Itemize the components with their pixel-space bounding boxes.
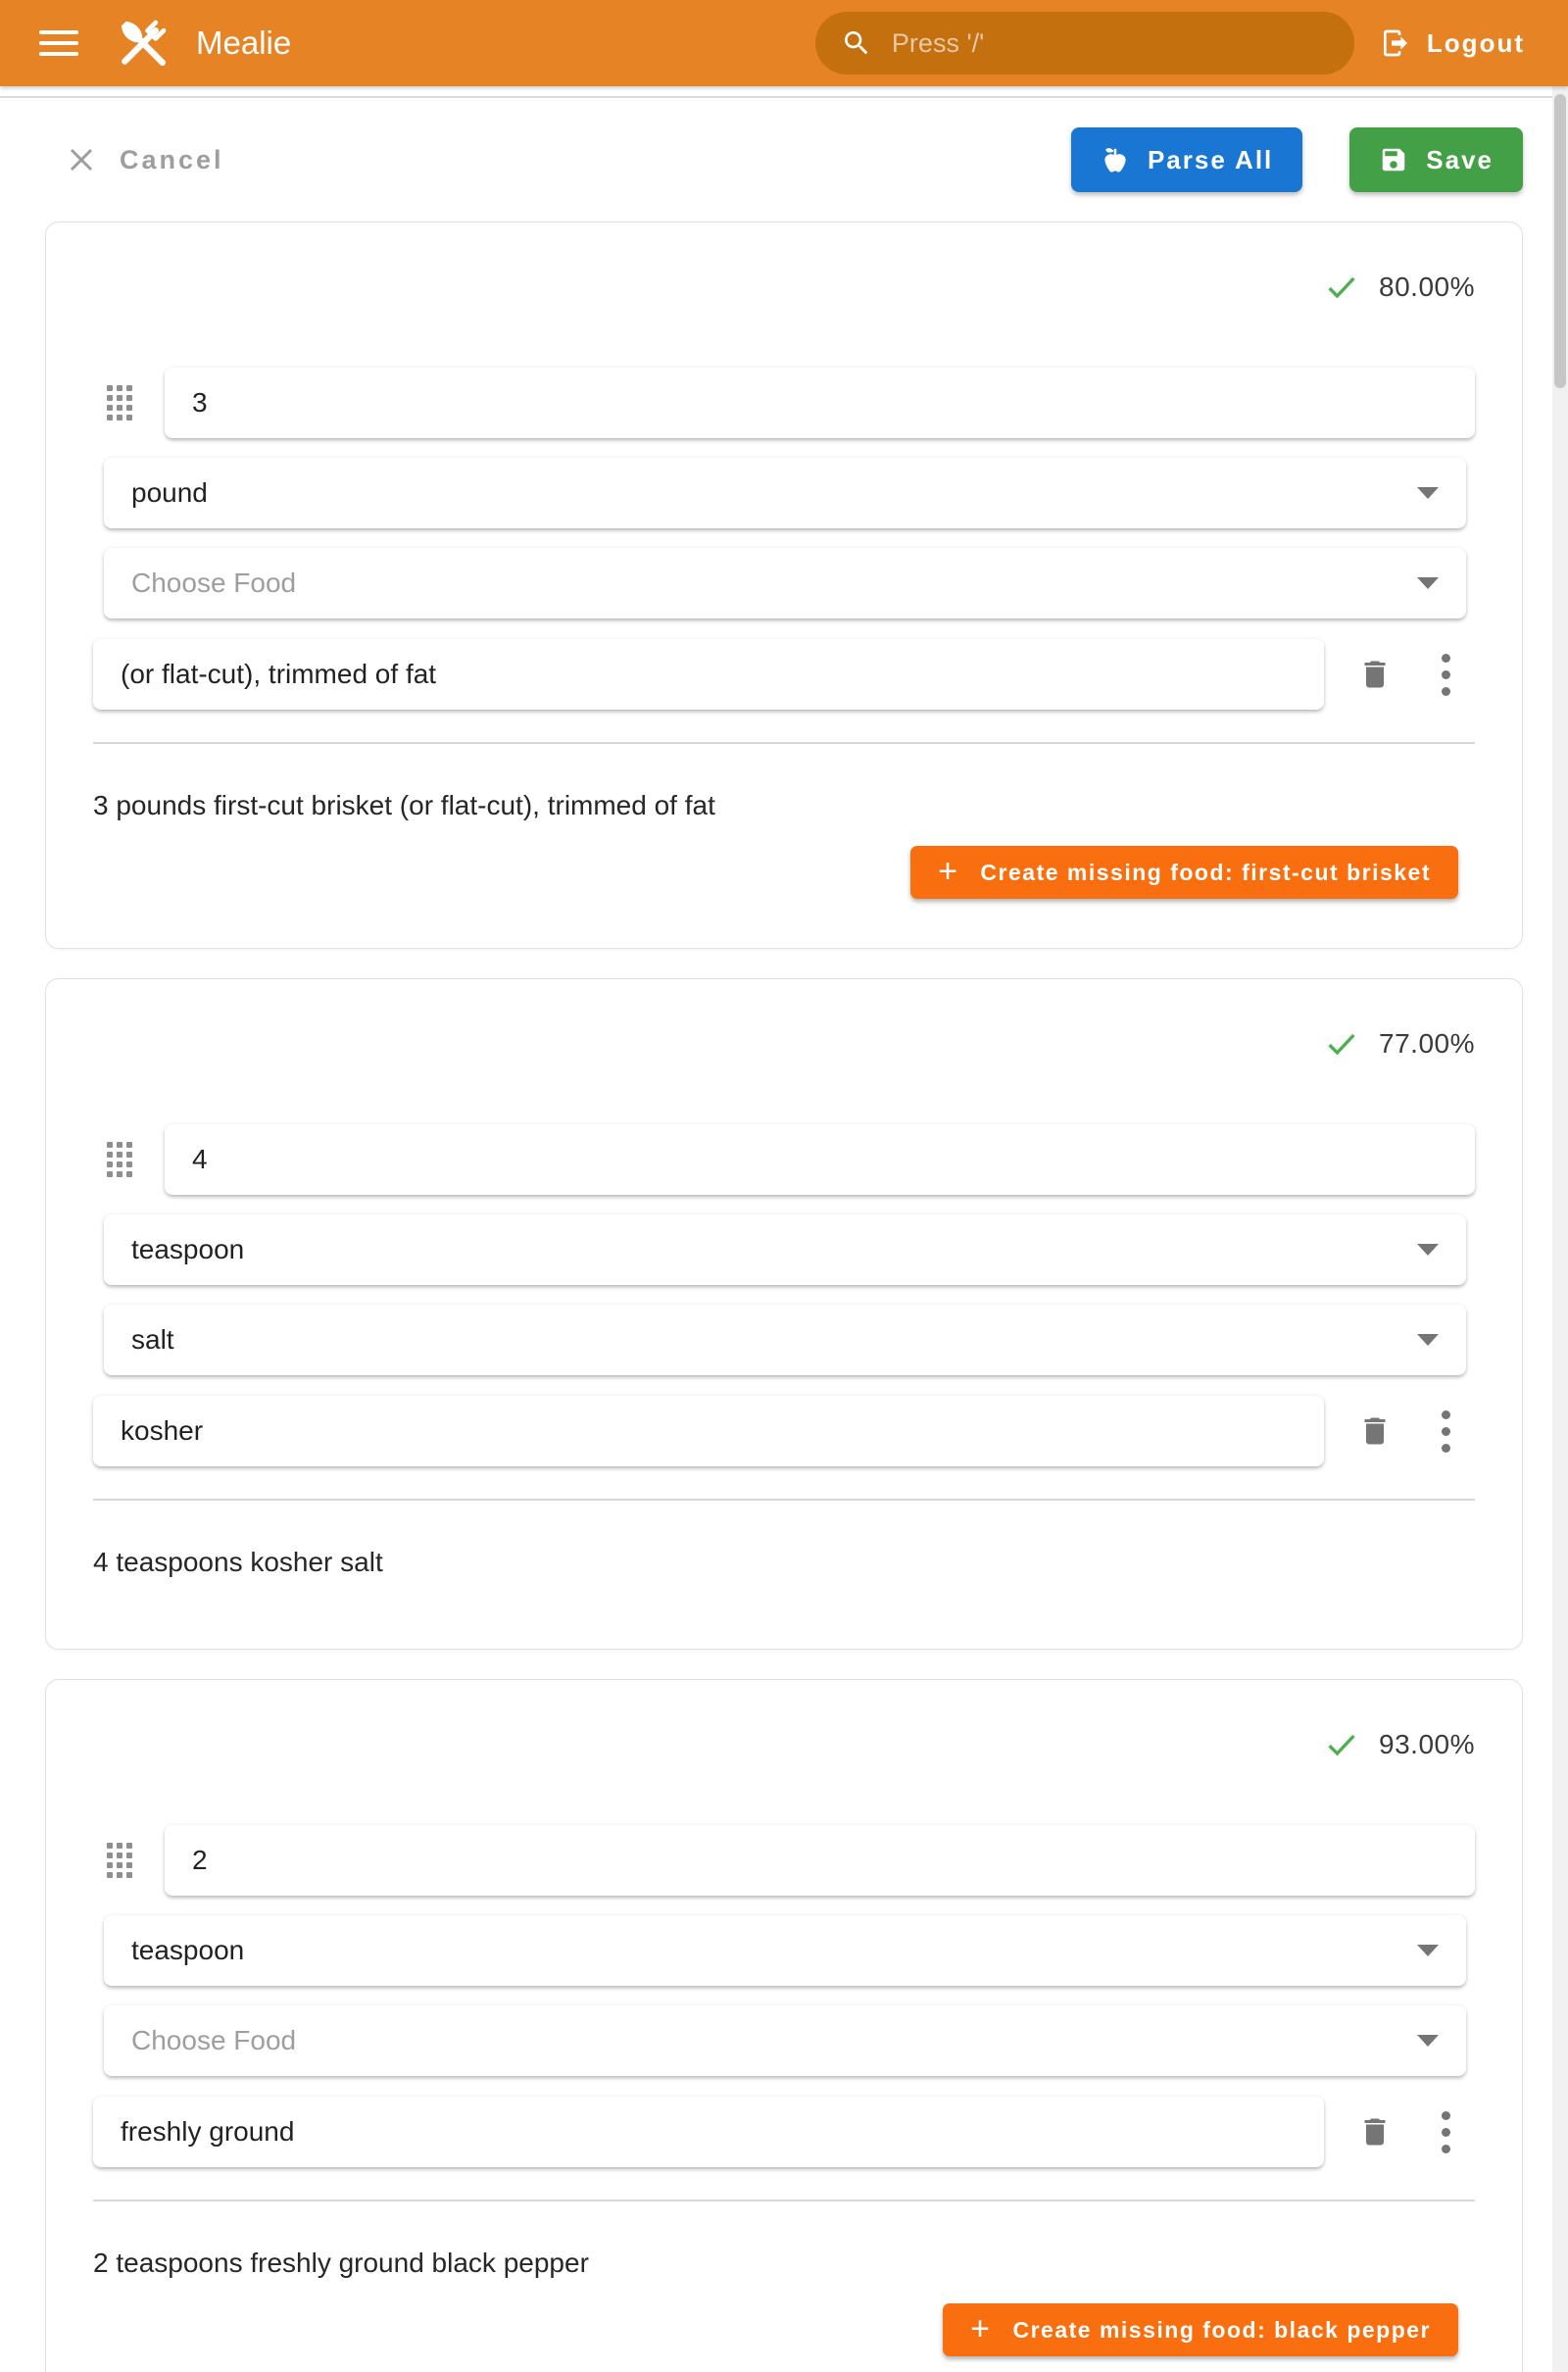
unit-select[interactable]: [104, 1214, 1466, 1285]
note-input[interactable]: [93, 639, 1324, 710]
delete-ingredient-button[interactable]: [1351, 1408, 1398, 1455]
chevron-down-icon: [1417, 1244, 1439, 1256]
quantity-input[interactable]: [165, 1825, 1475, 1896]
unit-value: teaspoon: [131, 1234, 245, 1264]
quantity-input[interactable]: [165, 1124, 1475, 1195]
save-label: Save: [1426, 144, 1494, 174]
food-placeholder: Choose Food: [131, 568, 297, 598]
food-select[interactable]: [104, 548, 1466, 618]
confidence-value: 77.00%: [1379, 1028, 1475, 1059]
more-options-button[interactable]: [1422, 1408, 1469, 1455]
unit-select[interactable]: [104, 1915, 1466, 1986]
parse-all-label: Parse All: [1147, 144, 1274, 174]
app-title: Mealie: [196, 25, 292, 61]
create-missing-food-button[interactable]: [910, 846, 1458, 899]
food-placeholder: Choose Food: [131, 2025, 297, 2055]
ingredient-card: [45, 1679, 1523, 2372]
quantity-input[interactable]: [165, 368, 1475, 438]
kebab-menu-icon: [1442, 654, 1450, 696]
chevron-down-icon: [1417, 1945, 1439, 1956]
food-select[interactable]: [104, 2005, 1466, 2076]
plus-icon: +: [970, 2309, 992, 2347]
original-ingredient-text: 2 teaspoons freshly ground black pepper: [93, 2248, 589, 2278]
note-input[interactable]: [93, 2097, 1324, 2167]
search-placeholder: Press '/': [891, 27, 985, 58]
parse-all-button[interactable]: [1071, 127, 1302, 192]
confidence-row: [93, 270, 1475, 305]
drag-handle-icon[interactable]: [107, 385, 132, 420]
check-icon: [1324, 270, 1359, 305]
kebab-menu-icon: [1442, 2111, 1450, 2153]
scrollbar[interactable]: [1552, 86, 1568, 2372]
ingredient-parser-page: [0, 127, 1568, 2372]
trash-icon: [1357, 1413, 1393, 1449]
parser-toolbar: [45, 127, 1523, 192]
cancel-button[interactable]: [67, 145, 224, 175]
chevron-down-icon: [1417, 577, 1439, 589]
unit-select[interactable]: [104, 458, 1466, 528]
header-divider: [0, 86, 1568, 98]
chevron-down-icon: [1417, 487, 1439, 499]
create-missing-food-label: Create missing food: first-cut brisket: [980, 859, 1431, 885]
mealie-logo-icon: [116, 16, 171, 71]
ingredient-card: [45, 222, 1523, 949]
save-button[interactable]: [1349, 127, 1523, 192]
unit-value: teaspoon: [131, 1935, 245, 1965]
cancel-label: Cancel: [120, 144, 224, 174]
apple-icon: [1101, 145, 1130, 174]
create-missing-food-button[interactable]: [943, 2303, 1458, 2356]
trash-icon: [1357, 2114, 1393, 2150]
app-bar: [0, 0, 1568, 86]
more-options-button[interactable]: [1422, 2108, 1469, 2155]
card-divider: [93, 742, 1475, 744]
card-divider: [93, 1499, 1475, 1501]
plus-icon: +: [938, 852, 959, 890]
food-select[interactable]: [104, 1305, 1466, 1375]
create-missing-food-label: Create missing food: black pepper: [1012, 2316, 1431, 2343]
confidence-row: [93, 1727, 1475, 1762]
drag-handle-icon[interactable]: [107, 1843, 132, 1878]
card-divider: [93, 2199, 1475, 2201]
confidence-row: [93, 1026, 1475, 1062]
original-ingredient-text: 3 pounds first-cut brisket (or flat-cut), trimmed of fat: [93, 790, 715, 820]
confidence-value: 93.00%: [1379, 1729, 1475, 1759]
logout-icon: [1380, 27, 1411, 59]
menu-icon[interactable]: [37, 26, 80, 60]
check-icon: [1324, 1727, 1359, 1762]
unit-value: pound: [131, 477, 208, 508]
save-icon: [1379, 145, 1408, 174]
search-icon: [841, 27, 872, 59]
more-options-button[interactable]: [1422, 651, 1469, 698]
original-ingredient-text: 4 teaspoons kosher salt: [93, 1547, 383, 1577]
check-icon: [1324, 1026, 1359, 1062]
trash-icon: [1357, 657, 1393, 692]
food-value: salt: [131, 1324, 174, 1355]
note-input[interactable]: [93, 1396, 1324, 1466]
close-icon: [67, 145, 96, 174]
logout-button[interactable]: [1380, 27, 1525, 59]
scrollbar-thumb[interactable]: [1554, 94, 1566, 388]
delete-ingredient-button[interactable]: [1351, 651, 1398, 698]
drag-handle-icon[interactable]: [107, 1142, 132, 1177]
confidence-value: 80.00%: [1379, 272, 1475, 302]
chevron-down-icon: [1417, 1334, 1439, 1346]
kebab-menu-icon: [1442, 1410, 1450, 1453]
logout-label: Logout: [1426, 27, 1525, 58]
search-input[interactable]: [815, 12, 1354, 74]
delete-ingredient-button[interactable]: [1351, 2108, 1398, 2155]
ingredient-card: [45, 978, 1523, 1650]
chevron-down-icon: [1417, 2035, 1439, 2047]
